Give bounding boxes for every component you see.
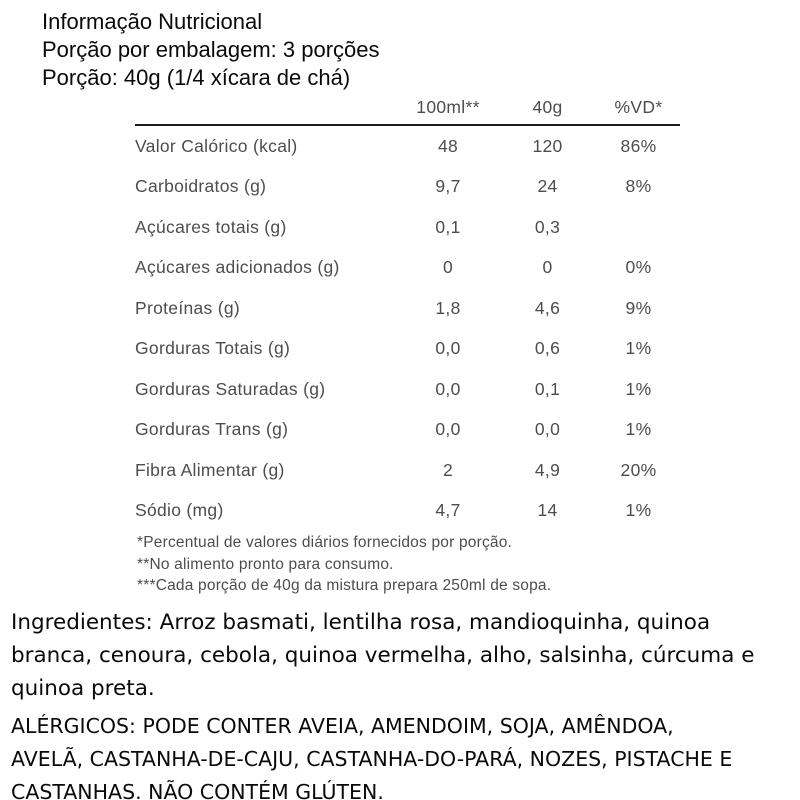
row-label: Açúcares adicionados (g) bbox=[135, 257, 340, 278]
value-40g: 24 bbox=[537, 176, 558, 197]
footnote-daily-values: *Percentual de valores diários fornecidos por porção. bbox=[137, 534, 513, 551]
table-row bbox=[135, 369, 680, 410]
value-40g: 120 bbox=[532, 135, 563, 156]
row-label: Gorduras Saturadas (g) bbox=[135, 378, 326, 399]
value-100ml: 0 bbox=[442, 257, 454, 278]
table-row bbox=[135, 450, 680, 491]
value-40g: 0,0 bbox=[534, 419, 561, 440]
footnote-preparation: ***Cada porção de 40g da mistura prepara 250ml de sopa. bbox=[137, 577, 552, 594]
value-100ml: 0,0 bbox=[435, 419, 461, 440]
row-label: Gorduras Totais (g) bbox=[135, 338, 291, 359]
nutrition-table bbox=[135, 90, 680, 597]
row-label: Valor Calórico (kcal) bbox=[135, 135, 298, 156]
value-100ml: 2 bbox=[442, 459, 454, 480]
table-row bbox=[135, 491, 680, 532]
value-40g: 14 bbox=[537, 500, 558, 521]
value-vd: 8% bbox=[625, 176, 652, 197]
ingredients-line: branca, cenoura, cebola, quinoa vermelha, alho, salsinha, cúrcuma e bbox=[11, 643, 755, 668]
value-100ml: 1,8 bbox=[435, 297, 461, 318]
row-label: Sódio (mg) bbox=[135, 500, 224, 521]
allergens-line: CASTANHAS. NÃO CONTÉM GLÚTEN. bbox=[11, 780, 384, 800]
allergens-line: ALÉRGICOS: PODE CONTER AVEIA, AMENDOIM, SOJA, AMÊNDOA, bbox=[11, 714, 674, 738]
table-row bbox=[135, 248, 680, 289]
value-100ml: 48 bbox=[437, 135, 459, 156]
row-label: Açúcares totais (g) bbox=[135, 216, 287, 237]
portion-size: Porção: 40g (1/4 xícara de chá) bbox=[42, 65, 351, 90]
value-vd: 9% bbox=[625, 297, 652, 318]
value-vd: 1% bbox=[625, 378, 652, 399]
row-label: Carboidratos (g) bbox=[135, 176, 267, 197]
footnote-ready-to-eat: **No alimento pronto para consumo. bbox=[137, 555, 394, 573]
table-row bbox=[135, 207, 680, 248]
ingredients-paragraph bbox=[11, 606, 754, 705]
ingredients-line: quinoa preta. bbox=[11, 676, 155, 701]
column-header-vd: %VD* bbox=[614, 96, 663, 117]
value-40g: 4,6 bbox=[534, 297, 561, 318]
value-40g: 0 bbox=[542, 257, 553, 278]
value-100ml: 4,7 bbox=[435, 500, 461, 521]
servings-per-package: Porção por embalagem: 3 porções bbox=[42, 37, 380, 62]
value-vd: 20% bbox=[620, 459, 657, 480]
row-label: Fibra Alimentar (g) bbox=[135, 459, 285, 480]
ingredients-line: Ingredientes: Arroz basmati, lentilha rosa, mandioquinha, quinoa bbox=[11, 610, 711, 635]
page-title: Informação Nutricional bbox=[42, 9, 263, 34]
value-40g: 0,6 bbox=[534, 338, 561, 359]
value-vd: 0% bbox=[625, 257, 652, 278]
table-row bbox=[135, 329, 680, 370]
value-40g: 0,1 bbox=[534, 378, 561, 399]
value-100ml: 0,0 bbox=[435, 338, 461, 359]
value-vd: 86% bbox=[620, 135, 657, 156]
column-header-40g: 40g bbox=[532, 96, 563, 117]
allergens-line: AVELÃ, CASTANHA-DE-CAJU, CASTANHA-DO-PARÁ, NOZES, PISTACHE E bbox=[11, 747, 733, 771]
value-40g: 4,9 bbox=[534, 459, 561, 480]
table-header-row bbox=[135, 90, 680, 124]
table-footnotes bbox=[135, 532, 680, 597]
value-40g: 0,3 bbox=[534, 216, 561, 237]
value-100ml: 0,1 bbox=[435, 216, 461, 237]
row-label: Proteínas (g) bbox=[135, 297, 241, 318]
value-100ml: 0,0 bbox=[435, 378, 461, 399]
row-label: Gorduras Trans (g) bbox=[135, 419, 289, 440]
table-row bbox=[135, 167, 680, 208]
table-row bbox=[135, 410, 680, 451]
value-vd: 1% bbox=[625, 338, 652, 359]
nutrition-rows bbox=[135, 126, 680, 531]
allergens-paragraph bbox=[11, 710, 732, 800]
column-header-100ml: 100ml** bbox=[416, 96, 480, 117]
value-100ml: 9,7 bbox=[435, 176, 461, 197]
label-header bbox=[42, 8, 380, 92]
value-vd: 1% bbox=[625, 419, 652, 440]
table-row bbox=[135, 126, 680, 167]
table-row bbox=[135, 288, 680, 329]
value-vd: 1% bbox=[625, 500, 652, 521]
